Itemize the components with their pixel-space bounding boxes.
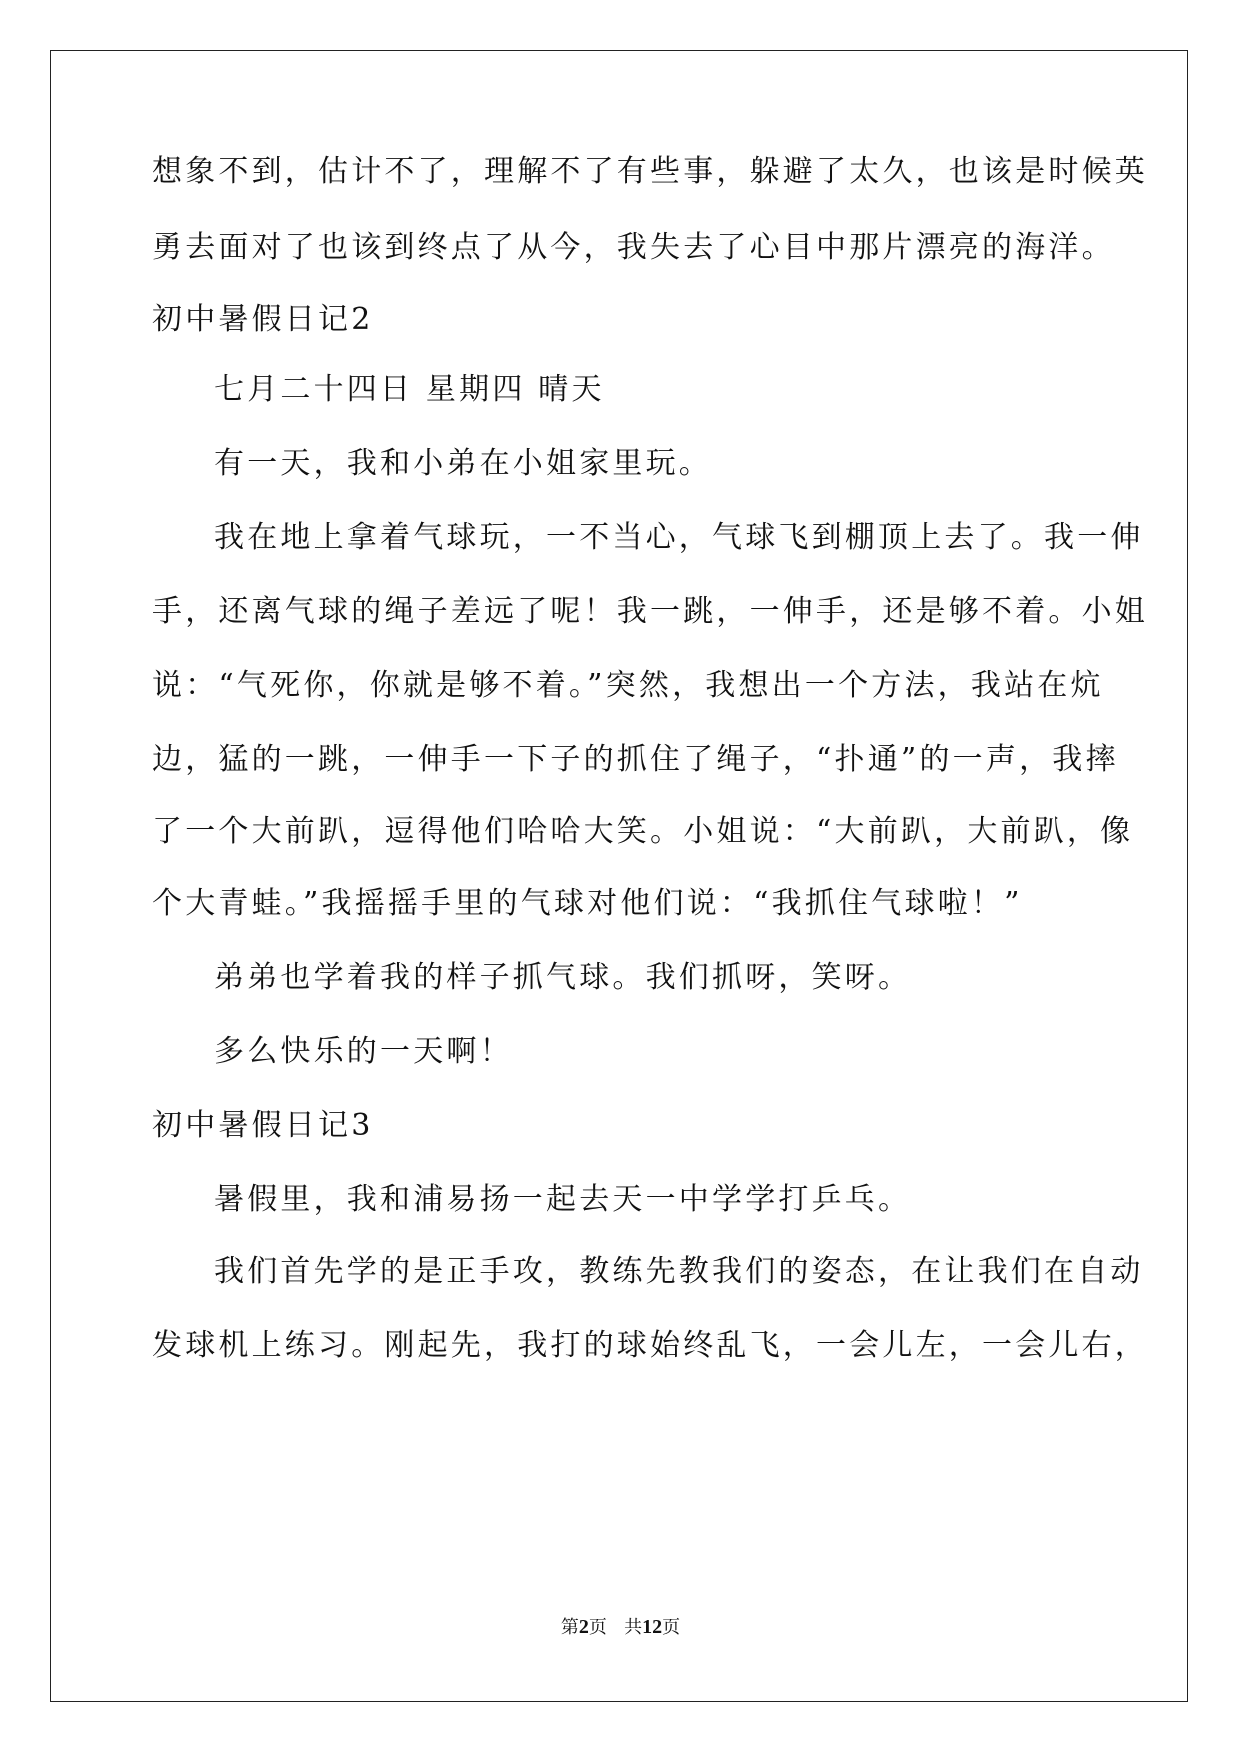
section-heading: 初中暑假日记2	[152, 302, 374, 337]
footer-page-number: 2	[578, 1616, 589, 1638]
paragraph-line: 个大青蛙。”我摇摇手里的气球对他们说：“我抓住气球啦！”	[152, 886, 1023, 921]
paragraph-line: 手，还离气球的绳子差远了呢！我一跳，一伸手，还是够不着。小姐	[152, 594, 1148, 629]
footer-prefix: 第	[560, 1617, 579, 1638]
section-heading: 初中暑假日记3	[152, 1108, 374, 1143]
paragraph-line: 发球机上练习。刚起先，我打的球始终乱飞，一会儿左，一会儿右，	[152, 1328, 1148, 1363]
footer-total-pages: 12	[642, 1616, 663, 1638]
paragraph-line: 边，猛的一跳，一伸手一下子的抓住了绳子，“扑通”的一声，我摔	[152, 742, 1119, 777]
page-footer	[0, 1615, 1241, 1640]
paragraph-line: 勇去面对了也该到终点了从今，我失去了心目中那片漂亮的海洋。	[152, 230, 1115, 265]
page-border	[50, 50, 1188, 1702]
paragraph-line: 有一天，我和小弟在小姐家里玩。	[214, 446, 712, 481]
paragraph-line: 暑假里，我和浦易扬一起去天一中学学打乒乓。	[214, 1182, 912, 1217]
footer-total-suffix: 页	[662, 1617, 681, 1638]
paragraph-line: 弟弟也学着我的样子抓气球。我们抓呀，笑呀。	[214, 960, 912, 995]
diary-date-line: 七月二十四日 星期四 晴天	[214, 372, 605, 407]
paragraph-line: 我们首先学的是正手攻，教练先教我们的姿态，在让我们在自动	[214, 1254, 1144, 1289]
paragraph-line: 我在地上拿着气球玩，一不当心，气球飞到棚顶上去了。我一伸	[214, 520, 1144, 555]
paragraph-line: 了一个大前趴，逗得他们哈哈大笑。小姐说：“大前趴，大前趴，像	[152, 814, 1134, 849]
paragraph-line: 想象不到，估计不了，理解不了有些事，躲避了太久，也该是时候英	[152, 154, 1148, 189]
paragraph-line: 说：“气死你，你就是够不着。”突然，我想出一个方法，我站在炕	[152, 668, 1104, 703]
footer-total-prefix: 共	[624, 1617, 643, 1638]
footer-page-suffix: 页	[588, 1617, 607, 1638]
paragraph-line: 多么快乐的一天啊！	[214, 1034, 513, 1069]
